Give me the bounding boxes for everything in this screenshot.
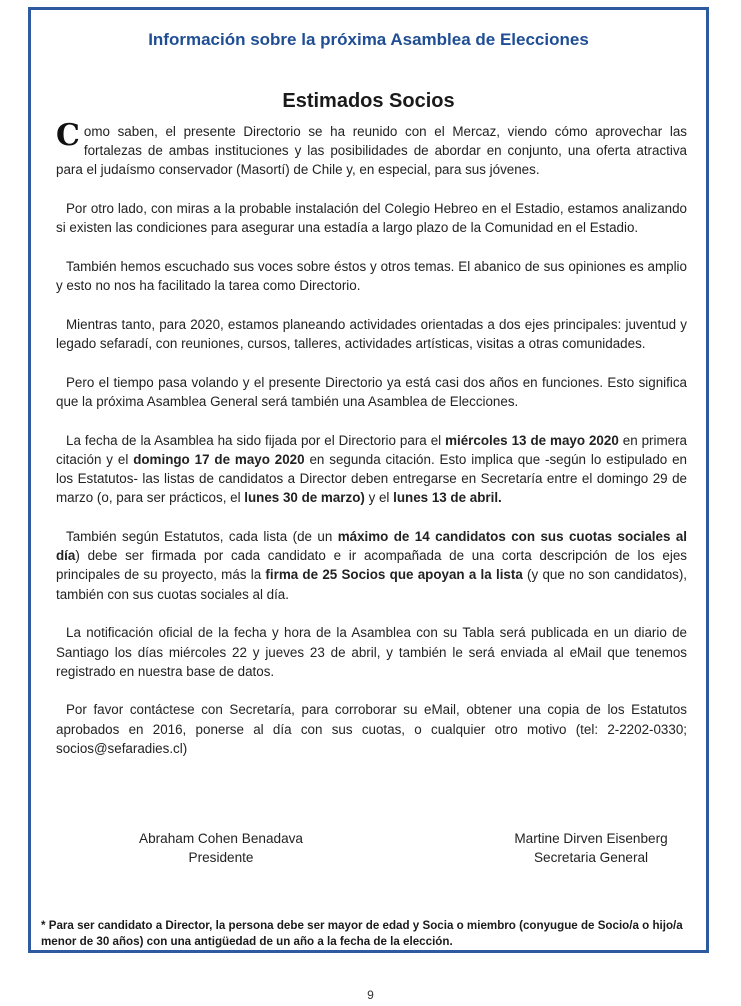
signature-role: Secretaria General	[533, 850, 649, 865]
paragraph-text: en segunda citación. Esto implica que -según lo estipulado en los Estatutos- las listas de candidatos a Director deben entregarse en Secretaría entre el domingo 29 de marzo (o, para ser prácticos, el	[56, 451, 688, 506]
letter-body	[56, 118, 688, 778]
paragraph-text: Por otro lado, con miras a la probable instalación del Colegio Hebreo en el Estadio, estamos analizando si existen las condiciones para asegurar una estadía a largo plazo de la Comunidad en el Estadio.	[56, 201, 687, 236]
page-number: 9	[367, 988, 374, 1002]
paragraph-text: Por favor contáctese con Secretaría, para corroborar su eMail, obtener una copia de los Estatutos aprobados en 2016, ponerse al día con sus cuotas, o cualquier otro motivo (tel: 2-2202-0330; socios@sefaradies.cl)	[56, 702, 687, 756]
letter-paragraph	[56, 373, 687, 411]
letter-paragraph	[56, 700, 687, 758]
letter-paragraph	[56, 527, 687, 604]
bold-text: máximo de 14 candidatos con sus cuotas sociales al día	[56, 529, 687, 564]
paragraph-text: También según Estatutos, cada lista (de un	[66, 529, 338, 545]
section-header: Información sobre la próxima Asamblea de Elecciones	[148, 30, 589, 49]
signature-name: Abraham Cohen Benadava	[139, 831, 303, 846]
signature-president	[106, 829, 336, 867]
bold-text: lunes 13 de abril.	[393, 490, 502, 506]
bold-text: miércoles 13 de mayo 2020	[445, 432, 619, 448]
paragraph-text: ) debe ser firmada por cada candidato e ir acompañada de una corta descripción de los ejes principales de su proyecto, más la	[56, 548, 687, 583]
letter-salutation: Estimados Socios	[282, 90, 455, 112]
paragraph-text: La fecha de la Asamblea ha sido fijada por el Directorio para el	[66, 432, 446, 448]
bold-text: lunes 30 de marzo)	[244, 490, 365, 506]
letter-paragraph	[56, 257, 687, 295]
bold-text: firma de 25 Socios que apoyan a la lista	[265, 567, 523, 583]
letter-paragraph	[56, 431, 687, 508]
paragraph-text: Pero el tiempo pasa volando y el presente Directorio ya está casi dos años en funciones. Esto significa que la próxima Asamblea General será también una Asamblea de Elecciones.	[56, 374, 687, 410]
paragraph-text: en primera citación y el	[56, 432, 687, 467]
paragraph-text: También hemos escuchado sus voces sobre éstos y otros temas. El abanico de sus opiniones es amplio y esto no nos ha facilitado la tarea como Directorio.	[56, 259, 687, 294]
signature-secretary	[476, 829, 706, 867]
bold-text: domingo 17 de mayo 2020	[133, 451, 305, 467]
letter-paragraph	[56, 118, 687, 180]
signature-name: Martine Dirven Eisenberg	[514, 831, 668, 846]
drop-cap: C	[56, 118, 80, 153]
signature-role: Presidente	[188, 850, 254, 865]
paragraph-text: Mientras tanto, para 2020, estamos planeando actividades orientadas a dos ejes principales: juventud y legado sefaradí, con reuniones, cursos, talleres, actividades artísticas, visitas a otras comunidades.	[56, 316, 687, 352]
paragraph-text: (y que no son candidatos), también con sus cuotas sociales al día.	[56, 567, 688, 602]
letter-paragraph	[56, 315, 687, 353]
paragraph-text: omo saben, el presente Directorio se ha reunido con el Mercaz, viendo cómo aprovechar las fortalezas de ambas instituciones y las posibilidades de abordar en conjunto, una oferta atractiva para el judaísmo conservador (Masortí) de Chile y, en especial, para sus jóvenes.	[56, 124, 687, 178]
footnote: * Para ser candidato a Director, la persona debe ser mayor de edad y Socia o miembro (conyugue de Socio/a o hijo/a menor de 30 años) con una antigüedad de un año a la fecha de la elección.	[41, 919, 683, 948]
letter-paragraph	[56, 199, 687, 237]
paragraph-text: La notificación oficial de la fecha y hora de la Asamblea con su Tabla será publicada en un diario de Santiago los días miércoles 22 y jueves 23 de abril, y también le será enviada al eMail que tenemos registrado en nuestra base de datos.	[56, 625, 687, 679]
paragraph-text: y el	[364, 490, 394, 506]
content-frame	[28, 7, 709, 953]
letter-paragraph	[56, 623, 687, 681]
